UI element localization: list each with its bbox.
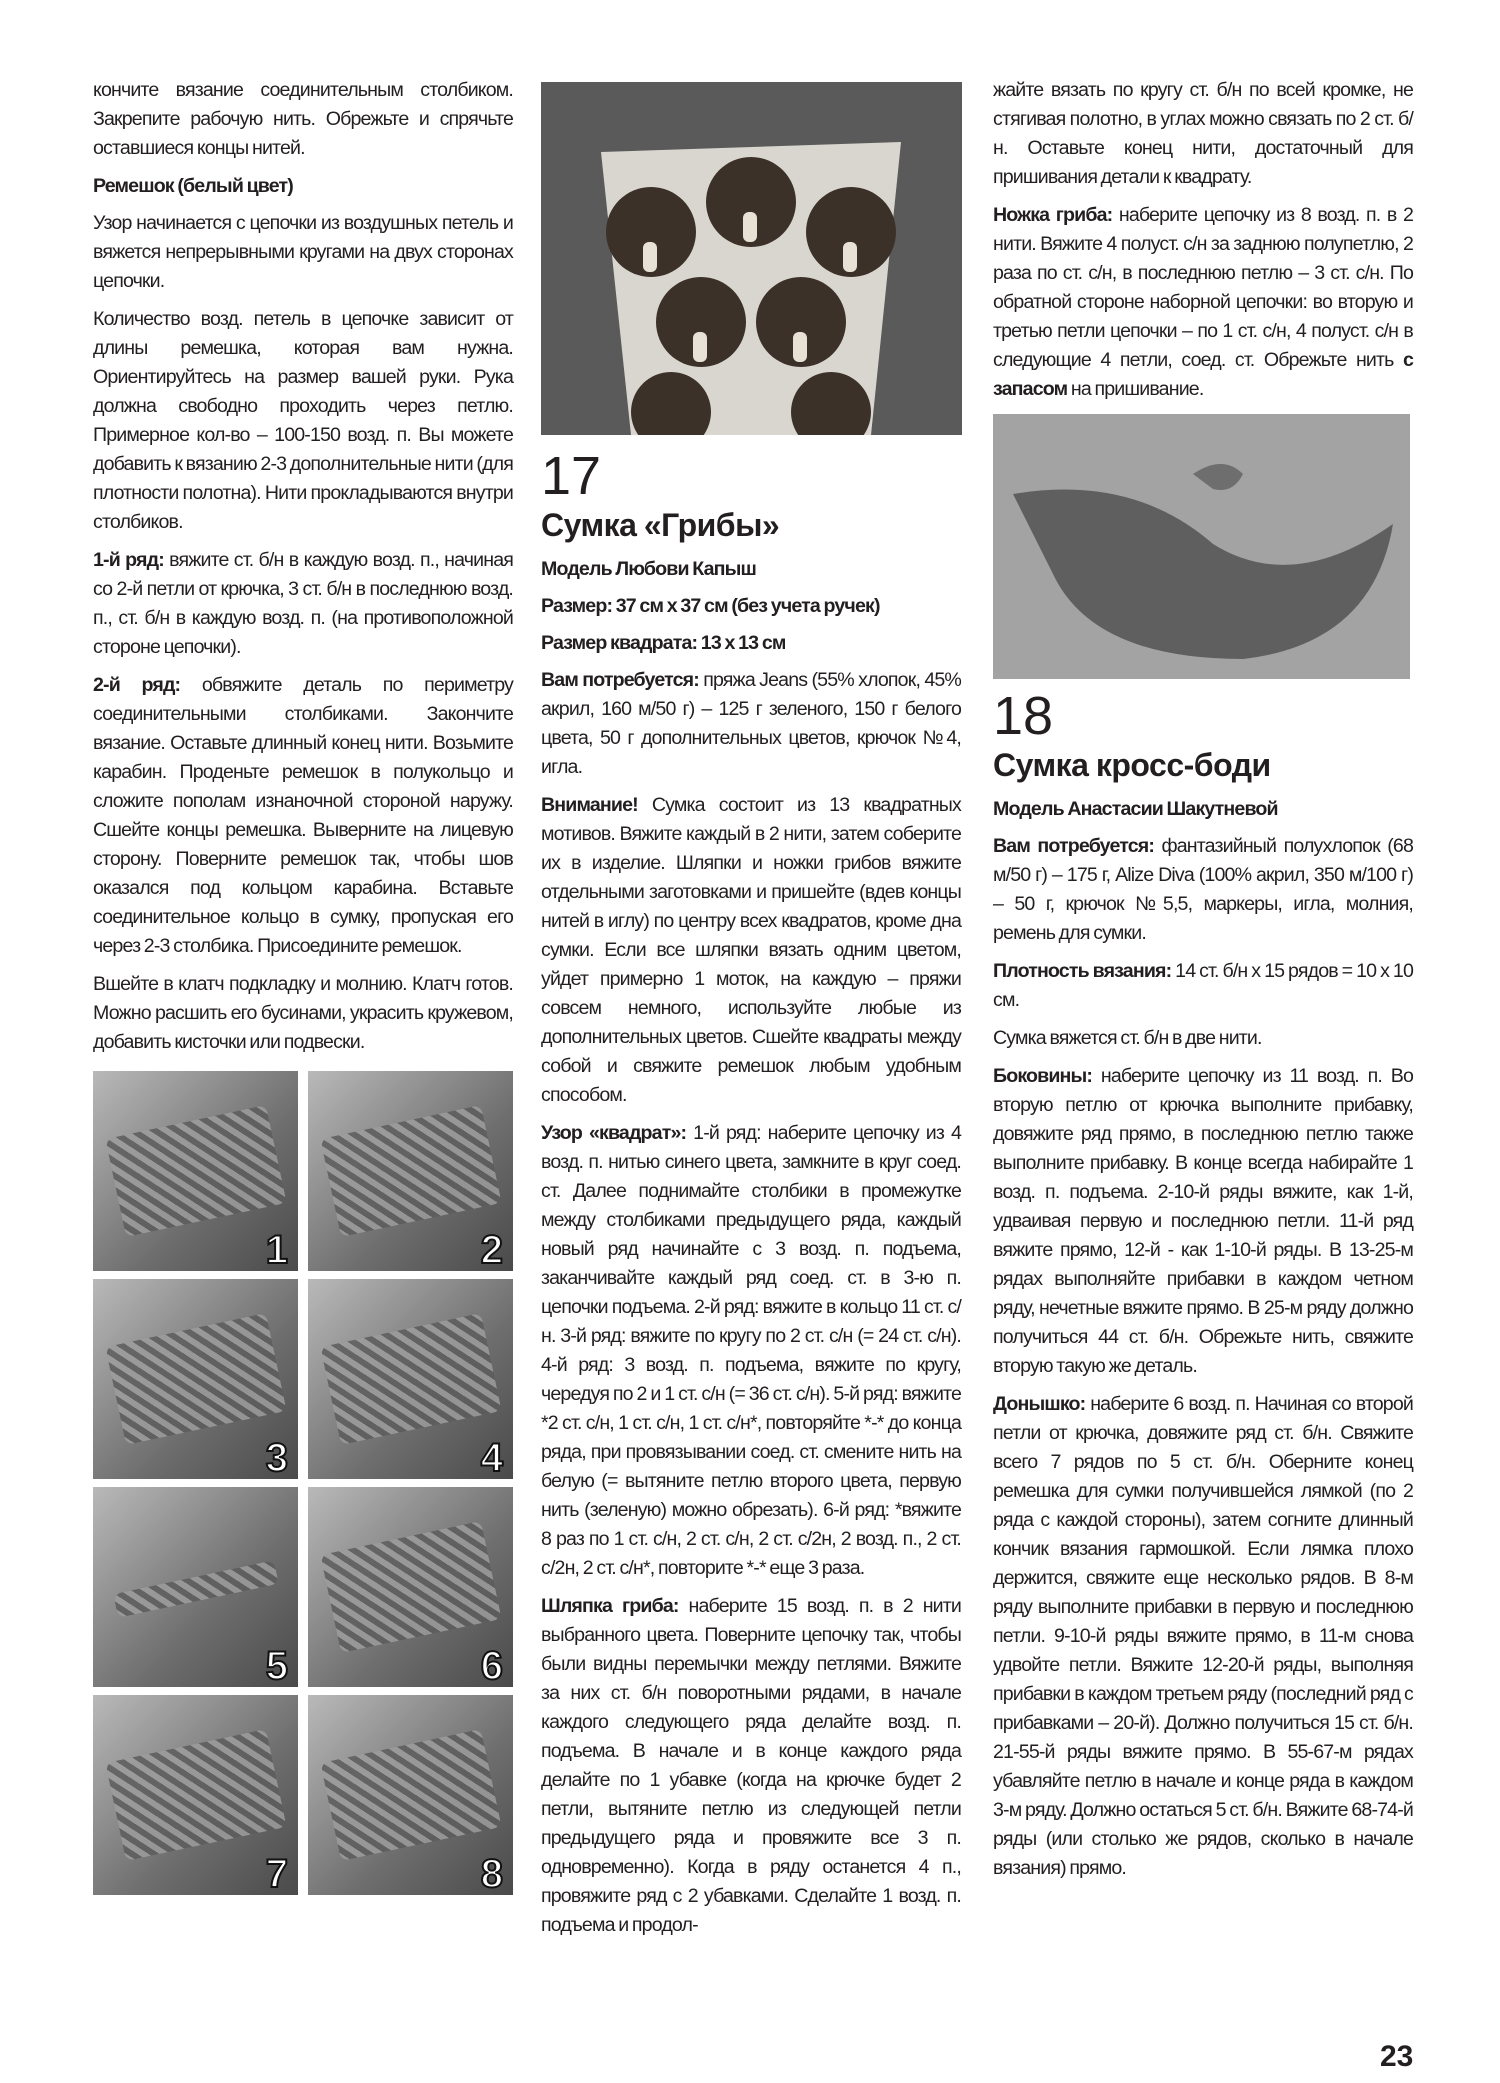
text: 14 ст. б/н х 15 рядов = 10 х 10 см. [993,960,1413,1011]
column-2 [541,82,961,1949]
lead: Плотность вязания: [993,960,1172,982]
square-size: Размер квадрата: 13 х 13 см [541,632,786,654]
lead: Ножка гриба: [993,204,1113,226]
square-pattern [541,1119,961,1583]
step-number: 7 [265,1852,288,1895]
mushroom-cap-continued: жайте вязать по кругу ст. б/н по всей кромке, не стягивая полотно, в углах можно связать по 2 ст. б/н. Оставьте конец нити, достаточный для пришивания детали к квадрату. [993,79,1413,188]
size: Размер: 37 см х 37 см (без учета ручек) [541,595,880,617]
text: наберите 6 возд. п. Начиная со второй петли от крючка, довяжите ряд ст. б/н. Свяжите всего 7 рядов по 5 ст. б/н. Оберните конец ремешка для сумки получившейся лямкой (по 2 ряда с каждой стороны), затем согните длинный кончик вязания гармошкой. Если лямка плохо держится, свяжите еще несколько рядов. В 8-м ряду выполните прибавки в первую и последнюю петли. 9-10-й ряды вяжите прямо, в 11-м снова удвойте петли. Вяжите 12-20-й ряды, выполняя прибавки в каждом третьем ряду (последний ряд с прибавками – 20-й). Должно получиться 15 ст. б/н. 21-55-й ряды вяжите прямо. В 55-67-м рядах убавляйте петлю в начале и конце ряда в каждом 3-м ряду. Должно остаться 5 ст. б/н. Вяжите 68-74-й ряды (или столько же рядов, сколько в начале вязания) прямо. [993,1393,1413,1879]
step-number: 5 [265,1644,288,1687]
project-title: Сумка кросс-боди [993,747,1271,783]
step-number: 8 [480,1852,503,1895]
project-number: 18 [993,686,1054,746]
crossbody-bag-photo [993,414,1410,679]
step-photo-5 [93,1487,298,1687]
step-number: 6 [480,1644,503,1687]
lead: Боковины: [993,1065,1093,1087]
project-18 [993,687,1413,1883]
project-number: 17 [541,446,602,506]
lead: Вам потребуется: [993,835,1155,857]
paragraph: Узор начинается с цепочки из воздушных петель и вяжется непрерывными кругами на двух сторонах цепочки. [93,212,513,292]
lead: Внимание! [541,794,638,816]
section-heading-strap: Ремешок (белый цвет) [93,175,293,197]
materials [541,666,961,782]
lead: Шляпка гриба: [541,1595,679,1617]
lead: Донышко: [993,1393,1086,1415]
text: 1-й ряд: наберите цепочку из 4 возд. п. нитью синего цвета, замкните в круг соед. ст. Далее поднимайте столбики в промежутке между столбиками предыдущего ряда, каждый новый ряд начинайте с 3 возд. п. подъема, заканчивайте каждый ряд соед. ст. в 3-ю п. цепочки подъема. 2-й ряд: вяжите в кольцо 11 ст. с/н. 3-й ряд: вяжите по кругу по 2 ст. с/н (= 24 ст. с/н). 4-й ряд: 3 возд. п. подъема, вяжите по кругу, чередуя по 2 и 1 ст. с/н (= 36 ст. с/н). 5-й ряд: вяжите *2 ст. с/н, 1 ст. с/н, 1 ст. с/н*, повторяйте *-* до конца ряда, при провязывании соед. ст. смените нить на белую (= вытяните петлю второго цвета, первую нить (зеленую) можно обрезать). 6-й ряд: *вяжите 8 раз по 1 ст. с/н, 2 ст. с/н, 2 ст. с/2н, 2 возд. п., 2 ст. с/2н, 2 ст. с/н*, повторите *-* еще 3 раза. [541,1122,961,1579]
step-photo-2 [308,1071,513,1271]
sides [993,1062,1413,1381]
note [541,791,961,1110]
step-photo-8 [308,1695,513,1895]
text: наберите цепочку из 11 возд. п. Во вторую петлю от крючка выполните прибавку, довяжите ряд прямо, в последнюю петлю также выполните прибавку. В конце всегда набирайте 1 возд. п. подъема. 2-10-й ряды вяжите, как 1-й, удваивая первую и последнюю петли. 11-й ряд вяжите прямо, 12-й - как 1-10-й ряды. В 13-25-м рядах выполняйте прибавки в каждом четном ряду, нечетные вяжите прямо. В 25-м ряду должно получиться 44 ст. б/н. Обрежьте нить, свяжите вторую такую же деталь. [993,1065,1413,1377]
step-photo-4 [308,1279,513,1479]
author: Модель Анастасии Шакутневой [993,798,1278,820]
paragraph-row-1 [93,546,513,662]
mushroom-cap [541,1592,961,1940]
step-photo-7 [93,1695,298,1895]
text: вяжите ст. б/н в каждую возд. п., начиная со 2-й петли от крючка, 3 ст. б/н в последнюю возд. п., ст. б/н в каждую возд. п. (на противоположной стороне цепочки). [93,549,513,658]
text: наберите 15 возд. п. в 2 нити выбранного цвета. Поверните цепочку так, чтобы были видны перемычки между петлями. Вяжите за них ст. б/н поворотными рядами, в начале каждого следующего ряда делайте возд. п. подъема. В начале и в конце каждого ряда делайте по 1 убавке (когда на крючке будет 2 петли, вытяните петлю из следующей петли предыдущего ряда и провяжите все 3 п. одновременно). Когда в ряду останется 4 п., провяжите ряд с 2 убавками. Сделайте 1 возд. п. подъема и продол- [541,1595,961,1936]
step-number: 1 [265,1228,288,1271]
project-title: Сумка «Грибы» [541,507,780,543]
author: Модель Любови Капыш [541,558,756,580]
lead: Узор «квадрат»: [541,1122,687,1144]
mushroom-stem [993,201,1413,404]
lead: 2-й ряд: [93,674,181,696]
step-number: 2 [480,1228,503,1271]
text: наберите цепочку из 8 возд. п. в 2 нити. Вяжите 4 полуст. с/н за заднюю полупетлю, 2 раза по ст. с/н, в последнюю петлю – 3 ст. с/н. По обратной стороне наборной цепочки: во вторую и третью петли цепочки – по 1 ст. с/н, 4 полуст. с/н в следующие 4 петли, соед. ст. Обрежьте нить [993,204,1413,371]
step-number: 3 [265,1436,288,1479]
text: фантазийный полухлопок (68 м/50 г) – 175 г, Alize Diva (100% акрил, 350 м/100 г) – 50 г, крючок №5,5, маркеры, игла, молния, ремень для сумки. [993,835,1413,944]
step-number: 4 [480,1436,503,1479]
lead: 1-й ряд: [93,549,164,571]
emphasis: с запасом [993,349,1413,400]
step-photo-1 [93,1071,298,1271]
materials [993,832,1413,948]
text: обвяжите деталь по периметру соединительными столбиками. Закончите вязание. Оставьте длинный конец нити. Возьмите карабин. Проденьте ремешок в полукольцо и сложите пополам изнаночной стороной наружу. Сшейте концы ремешка. Выверните на лицевую сторону. Поверните ремешок так, чтобы шов оказался под кольцом карабина. Вставьте соединительное кольцо в сумку, пропуская его через 2-3 столбика. Присоедините ремешок. [93,674,513,957]
note: Сумка вяжется ст. б/н в две нити. [993,1027,1262,1049]
column-1 [93,76,513,1895]
paragraph: кончите вязание соединительным столбиком. Закрепите рабочую нить. Обрежьте и спрячьте оставшиеся концы нитей. [93,79,513,159]
text: на пришивание. [1067,378,1204,400]
step-photo-grid [93,1071,513,1895]
paragraph: Количество возд. петель в цепочке зависит от длины ремешка, которая вам нужна. Ориентируйтесь на размер вашей руки. Рука должна свободно проходить через петлю. Примерное кол-во – 100-150 возд. п. Вы можете добавить к вязанию 2-3 дополнительные нити (для плотности полотна). Нити прокладываются внутри столбиков. [93,308,514,533]
bottom [993,1390,1413,1883]
text: Сумка состоит из 13 квадратных мотивов. Вяжите каждый в 2 нити, затем соберите их в изделие. Шляпки и ножки грибов вяжите отдельными заготовками и пришейте (вдев концы нитей в иглу) по центру всех квадратов, кроме дна сумки. Если все шляпки вязать одним цветом, уйдет примерно 1 моток, на каждую – пряжи совсем немного, используйте любые из дополнительных цветов. Сшейте квадраты между собой и свяжите ремешок любым удобным способом. [541,794,961,1106]
lead: Вам потребуется: [541,669,699,691]
column-3 [993,76,1413,1892]
page-number: 23 [1380,2040,1414,2073]
step-photo-6 [308,1487,513,1687]
mushroom-bag-photo [541,82,962,435]
gauge [993,957,1413,1015]
step-photo-3 [93,1279,298,1479]
text: пряжа Jeans (55% хлопок, 45% акрил, 160 м/50 г) – 125 г зеленого, 150 г белого цвета, 50 г дополнительных цветов, крючок №4, игла. [541,669,961,778]
paragraph: Вшейте в клатч подкладку и молнию. Клатч готов. Можно расшить его бусинами, украсить кружевом, добавить кисточки или подвески. [93,973,513,1053]
paragraph-row-2 [93,671,513,961]
